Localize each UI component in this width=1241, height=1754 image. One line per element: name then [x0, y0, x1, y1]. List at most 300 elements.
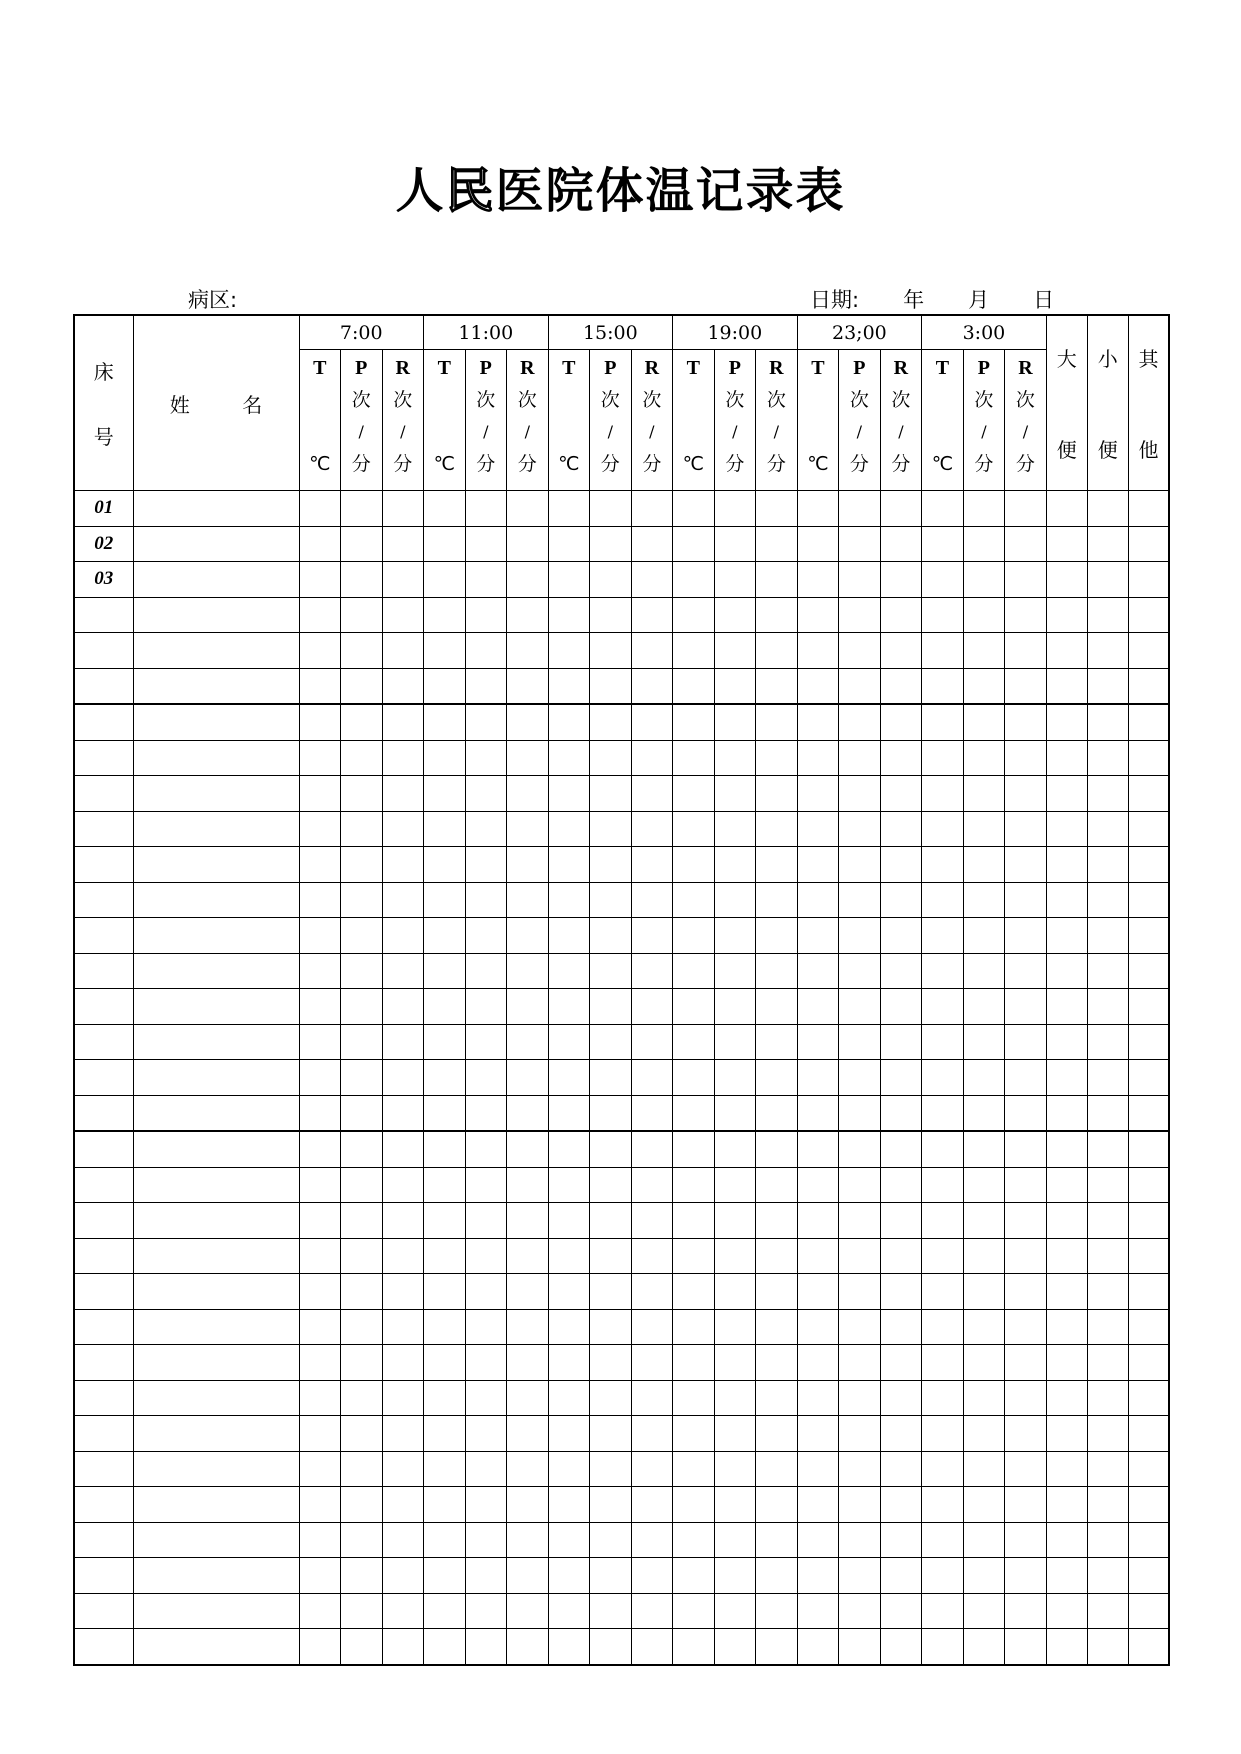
record-cell[interactable] [1128, 1309, 1169, 1345]
record-cell[interactable] [465, 1095, 507, 1131]
record-cell[interactable] [922, 1238, 964, 1274]
record-cell[interactable] [673, 1558, 715, 1594]
record-cell[interactable] [714, 633, 756, 669]
record-cell[interactable] [1005, 1451, 1047, 1487]
record-cell[interactable] [1087, 918, 1128, 954]
record-cell[interactable] [839, 668, 881, 704]
record-cell[interactable] [590, 1487, 632, 1523]
record-cell[interactable] [548, 1203, 590, 1239]
record-cell[interactable] [382, 811, 424, 847]
record-cell[interactable] [1046, 918, 1087, 954]
bed-number-cell[interactable] [74, 918, 133, 954]
record-cell[interactable] [1087, 526, 1128, 562]
record-cell[interactable] [922, 1380, 964, 1416]
record-cell[interactable] [548, 1593, 590, 1629]
record-cell[interactable] [839, 1522, 881, 1558]
record-cell[interactable] [465, 562, 507, 598]
record-cell[interactable] [548, 918, 590, 954]
record-cell[interactable] [714, 1131, 756, 1167]
record-cell[interactable] [756, 811, 798, 847]
record-cell[interactable] [1046, 1024, 1087, 1060]
record-cell[interactable] [714, 776, 756, 812]
record-cell[interactable] [922, 1131, 964, 1167]
record-cell[interactable] [341, 1629, 383, 1665]
record-cell[interactable] [631, 1558, 673, 1594]
record-cell[interactable] [714, 740, 756, 776]
record-cell[interactable] [673, 918, 715, 954]
record-cell[interactable] [299, 989, 341, 1025]
record-cell[interactable] [1005, 811, 1047, 847]
record-cell[interactable] [590, 1309, 632, 1345]
record-cell[interactable] [673, 740, 715, 776]
record-cell[interactable] [673, 1451, 715, 1487]
record-cell[interactable] [424, 847, 466, 883]
patient-name-cell[interactable] [133, 882, 299, 918]
record-cell[interactable] [797, 1629, 839, 1665]
record-cell[interactable] [673, 1095, 715, 1131]
record-cell[interactable] [880, 704, 922, 740]
record-cell[interactable] [424, 704, 466, 740]
record-cell[interactable] [590, 811, 632, 847]
record-cell[interactable] [797, 1309, 839, 1345]
record-cell[interactable] [839, 1593, 881, 1629]
record-cell[interactable] [797, 491, 839, 527]
patient-name-cell[interactable] [133, 1131, 299, 1167]
record-cell[interactable] [797, 1131, 839, 1167]
record-cell[interactable] [1087, 953, 1128, 989]
record-cell[interactable] [341, 633, 383, 669]
record-cell[interactable] [756, 882, 798, 918]
record-cell[interactable] [631, 1274, 673, 1310]
record-cell[interactable] [1128, 491, 1169, 527]
record-cell[interactable] [341, 562, 383, 598]
record-cell[interactable] [756, 1167, 798, 1203]
record-cell[interactable] [507, 1131, 549, 1167]
record-cell[interactable] [922, 953, 964, 989]
record-cell[interactable] [1087, 491, 1128, 527]
record-cell[interactable] [424, 1487, 466, 1523]
record-cell[interactable] [797, 633, 839, 669]
record-cell[interactable] [341, 1345, 383, 1381]
record-cell[interactable] [507, 1522, 549, 1558]
record-cell[interactable] [590, 918, 632, 954]
record-cell[interactable] [922, 1451, 964, 1487]
record-cell[interactable] [299, 526, 341, 562]
record-cell[interactable] [631, 811, 673, 847]
record-cell[interactable] [424, 668, 466, 704]
record-cell[interactable] [797, 1487, 839, 1523]
record-cell[interactable] [631, 918, 673, 954]
bed-number-cell[interactable] [74, 1203, 133, 1239]
record-cell[interactable] [714, 597, 756, 633]
record-cell[interactable] [756, 1593, 798, 1629]
record-cell[interactable] [424, 526, 466, 562]
record-cell[interactable] [382, 597, 424, 633]
record-cell[interactable] [507, 918, 549, 954]
record-cell[interactable] [1128, 1380, 1169, 1416]
record-cell[interactable] [1046, 1131, 1087, 1167]
record-cell[interactable] [424, 597, 466, 633]
record-cell[interactable] [341, 1380, 383, 1416]
record-cell[interactable] [507, 1060, 549, 1096]
record-cell[interactable] [922, 989, 964, 1025]
patient-name-cell[interactable] [133, 1345, 299, 1381]
record-cell[interactable] [299, 740, 341, 776]
record-cell[interactable] [548, 1060, 590, 1096]
record-cell[interactable] [797, 526, 839, 562]
record-cell[interactable] [797, 847, 839, 883]
record-cell[interactable] [1046, 491, 1087, 527]
record-cell[interactable] [797, 1203, 839, 1239]
record-cell[interactable] [1005, 526, 1047, 562]
record-cell[interactable] [922, 526, 964, 562]
record-cell[interactable] [797, 953, 839, 989]
record-cell[interactable] [922, 1558, 964, 1594]
record-cell[interactable] [299, 668, 341, 704]
record-cell[interactable] [507, 633, 549, 669]
record-cell[interactable] [590, 562, 632, 598]
record-cell[interactable] [424, 633, 466, 669]
record-cell[interactable] [590, 882, 632, 918]
patient-name-cell[interactable] [133, 1629, 299, 1665]
record-cell[interactable] [548, 989, 590, 1025]
record-cell[interactable] [548, 1451, 590, 1487]
record-cell[interactable] [507, 562, 549, 598]
record-cell[interactable] [590, 1451, 632, 1487]
record-cell[interactable] [507, 1095, 549, 1131]
patient-name-cell[interactable] [133, 1024, 299, 1060]
record-cell[interactable] [1087, 989, 1128, 1025]
record-cell[interactable] [341, 811, 383, 847]
record-cell[interactable] [465, 1167, 507, 1203]
record-cell[interactable] [507, 740, 549, 776]
record-cell[interactable] [465, 740, 507, 776]
record-cell[interactable] [756, 989, 798, 1025]
record-cell[interactable] [299, 1629, 341, 1665]
record-cell[interactable] [631, 1593, 673, 1629]
record-cell[interactable] [382, 526, 424, 562]
record-cell[interactable] [548, 1131, 590, 1167]
record-cell[interactable] [382, 776, 424, 812]
bed-number-cell[interactable] [74, 1629, 133, 1665]
record-cell[interactable] [673, 491, 715, 527]
record-cell[interactable] [382, 633, 424, 669]
record-cell[interactable] [797, 882, 839, 918]
bed-number-cell[interactable] [74, 1131, 133, 1167]
record-cell[interactable] [1046, 526, 1087, 562]
bed-number-cell[interactable] [74, 1167, 133, 1203]
record-cell[interactable] [1128, 1451, 1169, 1487]
record-cell[interactable] [465, 953, 507, 989]
record-cell[interactable] [382, 1095, 424, 1131]
patient-name-cell[interactable] [133, 1416, 299, 1452]
record-cell[interactable] [922, 918, 964, 954]
record-cell[interactable] [673, 704, 715, 740]
record-cell[interactable] [548, 1629, 590, 1665]
record-cell[interactable] [548, 1416, 590, 1452]
record-cell[interactable] [465, 668, 507, 704]
record-cell[interactable] [1046, 1095, 1087, 1131]
record-cell[interactable] [1005, 668, 1047, 704]
patient-name-cell[interactable] [133, 1060, 299, 1096]
record-cell[interactable] [963, 847, 1005, 883]
bed-number-cell[interactable] [74, 1060, 133, 1096]
record-cell[interactable] [673, 1060, 715, 1096]
record-cell[interactable] [756, 1238, 798, 1274]
record-cell[interactable] [714, 847, 756, 883]
bed-number-cell[interactable] [74, 1558, 133, 1594]
record-cell[interactable] [1087, 776, 1128, 812]
record-cell[interactable] [1005, 1203, 1047, 1239]
record-cell[interactable] [1046, 1203, 1087, 1239]
bed-number-cell[interactable] [74, 1451, 133, 1487]
record-cell[interactable] [880, 1274, 922, 1310]
record-cell[interactable] [922, 1416, 964, 1452]
record-cell[interactable] [299, 776, 341, 812]
record-cell[interactable] [1087, 1593, 1128, 1629]
record-cell[interactable] [673, 847, 715, 883]
record-cell[interactable] [880, 633, 922, 669]
record-cell[interactable] [382, 1203, 424, 1239]
record-cell[interactable] [590, 1629, 632, 1665]
record-cell[interactable] [382, 1167, 424, 1203]
record-cell[interactable] [341, 1451, 383, 1487]
record-cell[interactable] [797, 1238, 839, 1274]
record-cell[interactable] [1046, 1167, 1087, 1203]
record-cell[interactable] [299, 1274, 341, 1310]
record-cell[interactable] [756, 597, 798, 633]
record-cell[interactable] [1046, 1629, 1087, 1665]
record-cell[interactable] [424, 918, 466, 954]
record-cell[interactable] [1128, 1274, 1169, 1310]
record-cell[interactable] [673, 1203, 715, 1239]
patient-name-cell[interactable] [133, 1203, 299, 1239]
record-cell[interactable] [590, 491, 632, 527]
record-cell[interactable] [797, 668, 839, 704]
record-cell[interactable] [880, 1060, 922, 1096]
record-cell[interactable] [1087, 1060, 1128, 1096]
patient-name-cell[interactable] [133, 740, 299, 776]
record-cell[interactable] [548, 953, 590, 989]
record-cell[interactable] [548, 882, 590, 918]
record-cell[interactable] [299, 1593, 341, 1629]
record-cell[interactable] [673, 1238, 715, 1274]
record-cell[interactable] [299, 847, 341, 883]
record-cell[interactable] [839, 1380, 881, 1416]
record-cell[interactable] [839, 1451, 881, 1487]
record-cell[interactable] [714, 953, 756, 989]
record-cell[interactable] [839, 1487, 881, 1523]
record-cell[interactable] [1087, 1024, 1128, 1060]
record-cell[interactable] [341, 1095, 383, 1131]
record-cell[interactable] [1087, 704, 1128, 740]
record-cell[interactable] [424, 1095, 466, 1131]
record-cell[interactable] [1087, 597, 1128, 633]
record-cell[interactable] [424, 1203, 466, 1239]
record-cell[interactable] [714, 989, 756, 1025]
record-cell[interactable] [299, 1309, 341, 1345]
record-cell[interactable] [1046, 704, 1087, 740]
record-cell[interactable] [756, 668, 798, 704]
record-cell[interactable] [341, 847, 383, 883]
record-cell[interactable] [465, 882, 507, 918]
record-cell[interactable] [507, 597, 549, 633]
record-cell[interactable] [299, 1522, 341, 1558]
record-cell[interactable] [1005, 1238, 1047, 1274]
record-cell[interactable] [341, 1558, 383, 1594]
record-cell[interactable] [465, 1024, 507, 1060]
record-cell[interactable] [424, 491, 466, 527]
bed-number-cell[interactable] [74, 740, 133, 776]
record-cell[interactable] [631, 1487, 673, 1523]
record-cell[interactable] [465, 1593, 507, 1629]
record-cell[interactable] [341, 1487, 383, 1523]
record-cell[interactable] [341, 1238, 383, 1274]
record-cell[interactable] [548, 1309, 590, 1345]
record-cell[interactable] [922, 1487, 964, 1523]
record-cell[interactable] [714, 1380, 756, 1416]
record-cell[interactable] [839, 1416, 881, 1452]
record-cell[interactable] [590, 1238, 632, 1274]
record-cell[interactable] [299, 1131, 341, 1167]
record-cell[interactable] [1046, 989, 1087, 1025]
record-cell[interactable] [714, 1629, 756, 1665]
record-cell[interactable] [756, 491, 798, 527]
record-cell[interactable] [1046, 668, 1087, 704]
bed-number-cell[interactable] [74, 953, 133, 989]
record-cell[interactable] [382, 1558, 424, 1594]
record-cell[interactable] [756, 1416, 798, 1452]
record-cell[interactable] [1128, 633, 1169, 669]
record-cell[interactable] [797, 704, 839, 740]
record-cell[interactable] [507, 491, 549, 527]
record-cell[interactable] [880, 776, 922, 812]
record-cell[interactable] [714, 1451, 756, 1487]
record-cell[interactable] [880, 1558, 922, 1594]
record-cell[interactable] [507, 1345, 549, 1381]
record-cell[interactable] [756, 1451, 798, 1487]
record-cell[interactable] [590, 597, 632, 633]
record-cell[interactable] [465, 1558, 507, 1594]
record-cell[interactable] [465, 1345, 507, 1381]
record-cell[interactable] [1087, 1274, 1128, 1310]
record-cell[interactable] [1087, 1203, 1128, 1239]
record-cell[interactable] [714, 1024, 756, 1060]
bed-number-cell[interactable] [74, 1024, 133, 1060]
record-cell[interactable] [424, 1345, 466, 1381]
record-cell[interactable] [299, 1345, 341, 1381]
record-cell[interactable] [631, 1238, 673, 1274]
record-cell[interactable] [839, 1558, 881, 1594]
bed-number-cell[interactable] [74, 597, 133, 633]
record-cell[interactable] [424, 1274, 466, 1310]
record-cell[interactable] [465, 989, 507, 1025]
record-cell[interactable] [1005, 1416, 1047, 1452]
record-cell[interactable] [963, 562, 1005, 598]
record-cell[interactable] [839, 847, 881, 883]
record-cell[interactable] [714, 704, 756, 740]
record-cell[interactable] [797, 1522, 839, 1558]
record-cell[interactable] [797, 1558, 839, 1594]
record-cell[interactable] [880, 811, 922, 847]
record-cell[interactable] [714, 491, 756, 527]
bed-number-cell[interactable] [74, 882, 133, 918]
record-cell[interactable] [922, 740, 964, 776]
record-cell[interactable] [1087, 1487, 1128, 1523]
record-cell[interactable] [922, 597, 964, 633]
record-cell[interactable] [382, 704, 424, 740]
record-cell[interactable] [839, 597, 881, 633]
record-cell[interactable] [880, 882, 922, 918]
record-cell[interactable] [756, 562, 798, 598]
record-cell[interactable] [382, 918, 424, 954]
record-cell[interactable] [880, 953, 922, 989]
bed-number-cell[interactable] [74, 704, 133, 740]
record-cell[interactable] [922, 882, 964, 918]
patient-name-cell[interactable] [133, 1095, 299, 1131]
record-cell[interactable] [424, 1131, 466, 1167]
patient-name-cell[interactable] [133, 704, 299, 740]
record-cell[interactable] [1087, 1345, 1128, 1381]
record-cell[interactable] [880, 1487, 922, 1523]
record-cell[interactable] [590, 740, 632, 776]
record-cell[interactable] [1087, 633, 1128, 669]
record-cell[interactable] [1005, 704, 1047, 740]
record-cell[interactable] [880, 1238, 922, 1274]
record-cell[interactable] [341, 1309, 383, 1345]
record-cell[interactable] [299, 1024, 341, 1060]
record-cell[interactable] [673, 1274, 715, 1310]
record-cell[interactable] [963, 1131, 1005, 1167]
record-cell[interactable] [465, 847, 507, 883]
bed-number-cell[interactable] [74, 776, 133, 812]
record-cell[interactable] [465, 1131, 507, 1167]
record-cell[interactable] [590, 989, 632, 1025]
record-cell[interactable] [341, 882, 383, 918]
record-cell[interactable] [756, 704, 798, 740]
record-cell[interactable] [714, 1416, 756, 1452]
record-cell[interactable] [548, 740, 590, 776]
record-cell[interactable] [1128, 526, 1169, 562]
record-cell[interactable] [424, 1558, 466, 1594]
record-cell[interactable] [963, 1309, 1005, 1345]
record-cell[interactable] [963, 668, 1005, 704]
record-cell[interactable] [1087, 1380, 1128, 1416]
patient-name-cell[interactable] [133, 1167, 299, 1203]
record-cell[interactable] [1046, 1238, 1087, 1274]
record-cell[interactable] [880, 526, 922, 562]
record-cell[interactable] [590, 1345, 632, 1381]
record-cell[interactable] [1128, 953, 1169, 989]
patient-name-cell[interactable] [133, 1309, 299, 1345]
record-cell[interactable] [963, 1451, 1005, 1487]
record-cell[interactable] [382, 491, 424, 527]
record-cell[interactable] [1005, 1380, 1047, 1416]
record-cell[interactable] [839, 1629, 881, 1665]
record-cell[interactable] [673, 1167, 715, 1203]
record-cell[interactable] [424, 882, 466, 918]
record-cell[interactable] [507, 1274, 549, 1310]
record-cell[interactable] [465, 1522, 507, 1558]
patient-name-cell[interactable] [133, 1487, 299, 1523]
record-cell[interactable] [631, 1522, 673, 1558]
record-cell[interactable] [839, 776, 881, 812]
record-cell[interactable] [756, 1131, 798, 1167]
record-cell[interactable] [797, 989, 839, 1025]
bed-number-cell[interactable]: 02 [74, 526, 133, 562]
record-cell[interactable] [299, 1060, 341, 1096]
record-cell[interactable] [548, 1095, 590, 1131]
